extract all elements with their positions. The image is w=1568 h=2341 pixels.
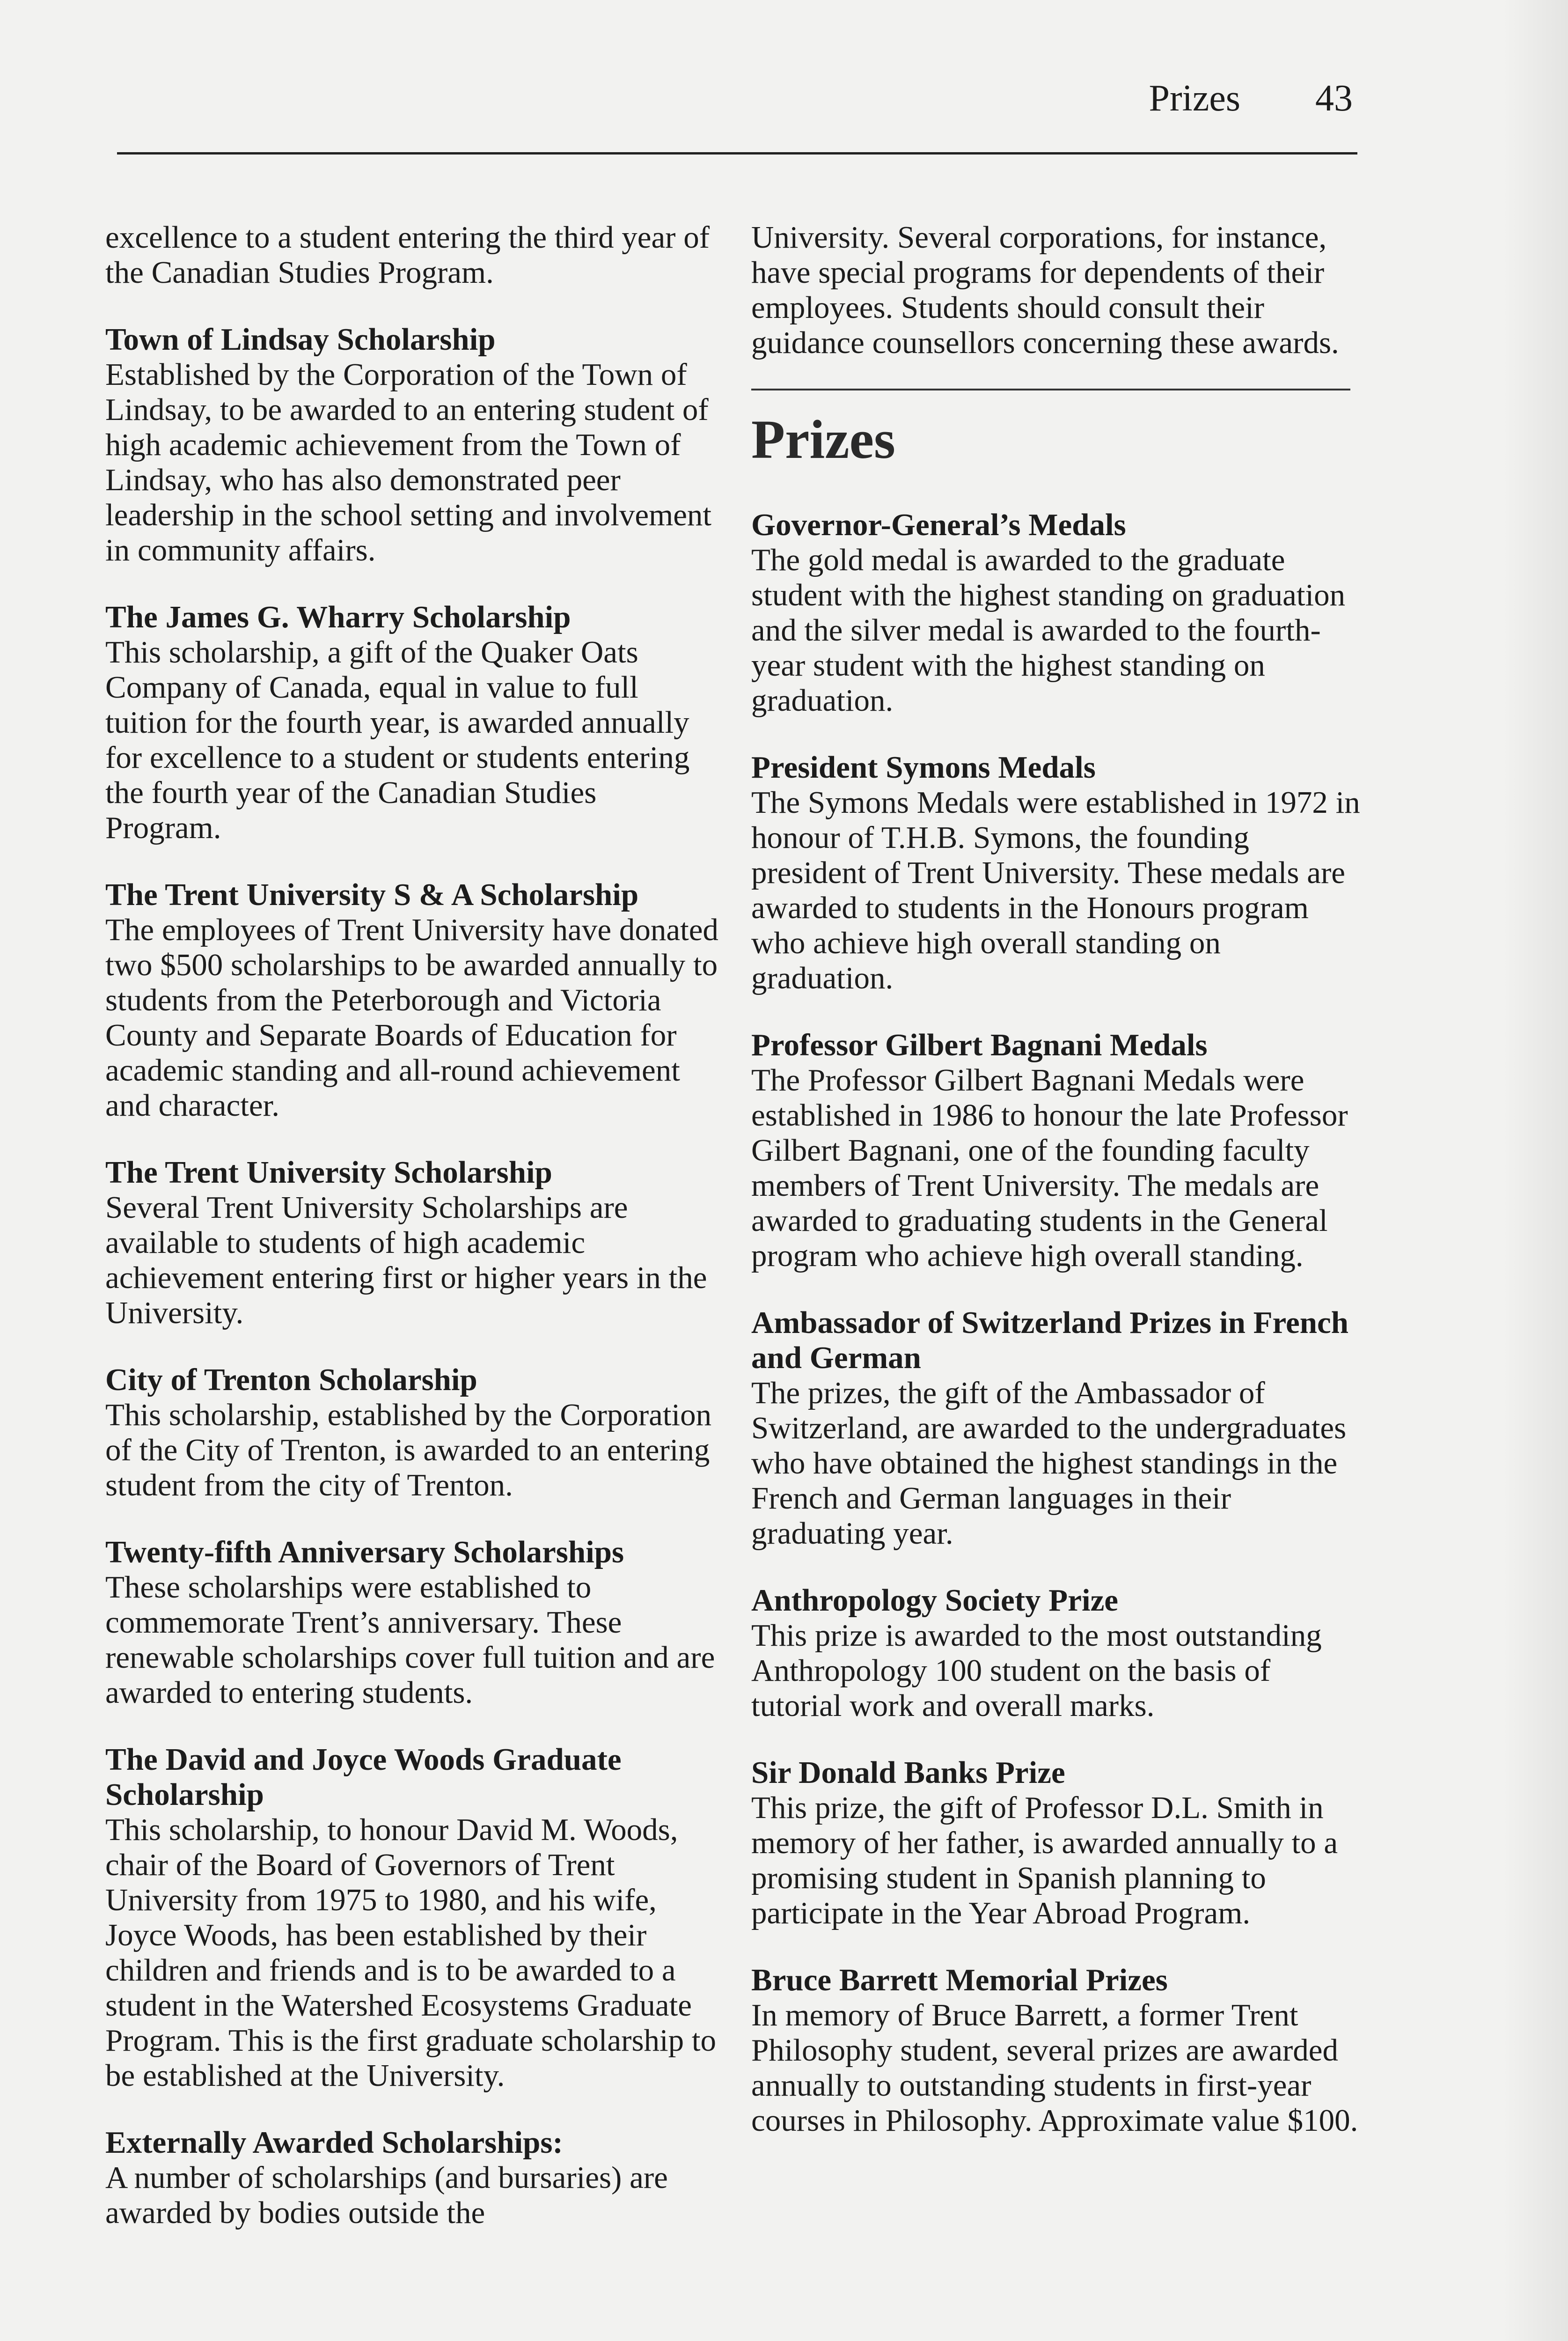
entry-body: In memory of Bruce Barrett, a former Trent Philosophy student, several prizes are awarded annually to outstanding students in first-year courses in Philosophy. Approximate value $100.: [751, 1998, 1358, 2138]
entry-title: The Trent University S & A Scholarship: [105, 877, 639, 912]
header-rule: [117, 152, 1357, 155]
scholarship-entry: [105, 877, 718, 1123]
entry-body: This scholarship, established by the Corporation of the City of Trenton, is awarded to an entering student from the city of Trenton.: [105, 1398, 712, 1502]
entry-body: This scholarship, to honour David M. Woods, chair of the Board of Governors of Trent University from 1975 to 1980, and his wife, Joyce Woods, has been established by their children and friends and is to be awarded to a student in the Watershed Ecosystems Graduate Program. This is the first graduate scholarship to be established at the University.: [105, 1812, 717, 2093]
entry-body: This prize, the gift of Professor D.L. Smith in memory of her father, is awarded annually to a promising student in Spanish planning to participate in the Year Abroad Program.: [751, 1790, 1338, 1930]
scholarship-entry: [105, 1535, 718, 1710]
section-rule: [751, 389, 1350, 390]
entry-body: The Professor Gilbert Bagnani Medals were established in 1986 to honour the late Professor Gilbert Bagnani, one of the founding faculty members of Trent University. The medals are awarded to graduating students in the General program who achieve high overall standing.: [751, 1063, 1348, 1273]
page-number: 43: [1315, 78, 1353, 119]
entry-body: A number of scholarships (and bursaries) are awarded by bodies outside the: [105, 2160, 668, 2230]
continued-text: University. Several corporations, for instance, have special programs for dependents of their employees. Students should consult their guidance counsellors concerning these awards.: [751, 220, 1339, 360]
entry-title: President Symons Medals: [751, 750, 1096, 785]
prize-entry: [751, 508, 1364, 718]
entry-body: This scholarship, a gift of the Quaker Oats Company of Canada, equal in value to full tuition for the fourth year, is awarded annually for excellence to a student or students entering the fourth year of the Canadian Studies Program.: [105, 635, 690, 845]
continued-text: excellence to a student entering the third year of the Canadian Studies Program.: [105, 220, 710, 290]
entry-title: City of Trenton Scholarship: [105, 1362, 477, 1397]
entry-body: The prizes, the gift of the Ambassador of Switzerland, are awarded to the undergraduates who have obtained the highest standings in the French and German languages in their graduating year.: [751, 1376, 1347, 1551]
entry-title: The Trent University Scholarship: [105, 1155, 552, 1190]
left-column: [105, 220, 718, 2262]
prize-entry: [751, 1963, 1364, 2138]
section-heading: Prizes: [751, 409, 895, 470]
entry-title: Sir Donald Banks Prize: [751, 1755, 1065, 1790]
entry-title: Twenty-fifth Anniversary Scholarships: [105, 1535, 624, 1569]
scholarship-entry: [105, 1155, 718, 1331]
entry-body: Several Trent University Scholarships are available to students of high academic achievement entering first or higher years in the University.: [105, 1190, 707, 1330]
right-column: [751, 220, 1364, 2170]
scholarship-entry: [105, 2125, 718, 2231]
entry-title: The David and Joyce Woods Graduate Scholarship: [105, 1742, 622, 1812]
entry-title: Ambassador of Switzerland Prizes in French and German: [751, 1305, 1349, 1375]
entry-title: Externally Awarded Scholarships:: [105, 2125, 563, 2160]
entry-body: This prize is awarded to the most outstanding Anthropology 100 student on the basis of tutorial work and overall marks.: [751, 1618, 1322, 1723]
scholarship-entry: [105, 1362, 718, 1503]
prize-entry: [751, 750, 1364, 996]
entry-body: The Symons Medals were established in 1972 in honour of T.H.B. Symons, the founding president of Trent University. These medals are awarded to students in the Honours program who achieve high overall standing on graduation.: [751, 785, 1360, 995]
scholarship-entry: [105, 1742, 718, 2093]
prize-entry: [751, 1305, 1364, 1551]
scholarship-entry: [105, 322, 718, 568]
entry-title: Town of Lindsay Scholarship: [105, 322, 496, 357]
running-head-section: Prizes: [1149, 78, 1240, 119]
entry-body: Established by the Corporation of the Town of Lindsay, to be awarded to an entering student of high academic achievement from the Town of Lindsay, who has also demonstrated peer leadership in the school setting and involvement in community affairs.: [105, 357, 712, 567]
entry-title: Professor Gilbert Bagnani Medals: [751, 1028, 1208, 1062]
running-head: [1149, 80, 1353, 117]
scholarship-entry: [105, 600, 718, 846]
entry-body: The employees of Trent University have donated two $500 scholarships to be awarded annually to students from the Peterborough and Victoria County and Separate Boards of Education for academic standing and all-round achievement and character.: [105, 913, 718, 1123]
entry-title: Bruce Barrett Memorial Prizes: [751, 1963, 1168, 1997]
entry-title: The James G. Wharry Scholarship: [105, 600, 571, 634]
prize-entry: [751, 1755, 1364, 1931]
prize-entry: [751, 1028, 1364, 1274]
entry-body: These scholarships were established to commemorate Trent’s anniversary. These renewable scholarships cover full tuition and are awarded to entering students.: [105, 1570, 715, 1710]
entry-title: Governor-General’s Medals: [751, 508, 1126, 542]
entry-body: The gold medal is awarded to the graduate student with the highest standing on graduation and the silver medal is awarded to the fourth-year student with the highest standing on graduation.: [751, 543, 1346, 718]
entry-title: Anthropology Society Prize: [751, 1583, 1119, 1618]
prize-entry: [751, 1583, 1364, 1723]
